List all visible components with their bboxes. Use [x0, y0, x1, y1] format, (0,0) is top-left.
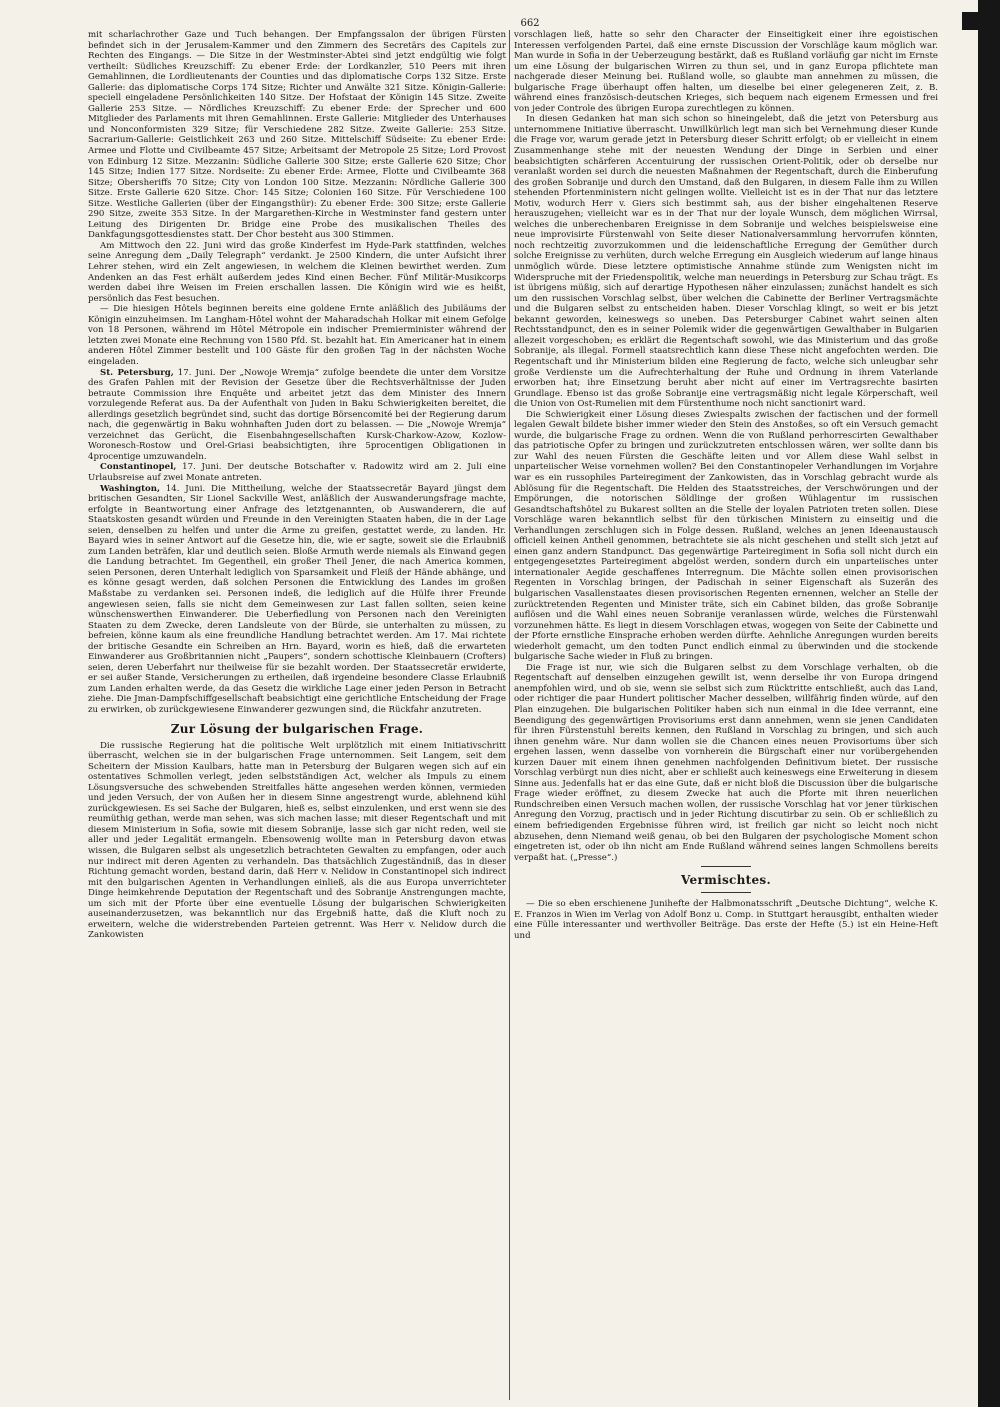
news-item-petersburg	[88, 368, 506, 463]
left-column	[88, 30, 506, 1400]
news-item-text: 17. Juni. Der deutsche Botschafter v. Radowitz wird am 2. Juli eine Urlaubsreise auf zwei Monate antreten.	[88, 462, 506, 483]
article-paragraph: — Die so eben erschienene Junihefte der Halbmonatsschrift „Deutsche Dichtung“, welche K. E. Franzos in Wien im Verlag von Adolf Bonz u. Comp. in Stuttgart herausgibt, enthalten wieder eine Fülle interessanter und werthvoller Beiträge. Das erste der Hefte (5.) ist ein Heine-Heft und	[514, 899, 938, 941]
scan-edge	[978, 0, 1000, 1407]
article-paragraph: Die Frage ist nur, wie sich die Bulgaren selbst zu dem Vorschlage verhalten, ob die Regentschaft auf denselben einzugehen gewillt ist, wenn derselbe ihr von Europa dringend anempfohlen wird, und ob sie, wenn sie selbst sich zum Rücktritte entschließt, auch das Land, oder richtiger die paar Hundert politischer Macher desselben, willfährig finden würde, auf den Plan einzugehen. Die bulgarischen Politiker haben sich nun einmal in die Idee verrannt, eine Beendigung des gegenwärtigen Provisoriums erst dann annehmen, wenn sie jenen Candidaten für ihren Fürstenstuhl bereits kennen, den Rußland in Vorschlag zu bringen, und sich auch ihnen genehm wäre. Nur dann wollen sie die Chancen eines neuen Provisoriums über sich ergehen lassen, wenn dasselbe von vornherein die Bürgschaft einer nur vorübergehenden kurzen Dauer mit einem ihnen genehmen nachfolgenden Definitivum bietet. Der russische Vorschlag verbürgt nun dies nicht, aber er schließt auch keineswegs eine Erweiterung in diesem Sinne aus. Jedenfalls hat er das eine Gute, daß er nicht bloß die Discussion über die bulgarische Frage wieder eröffnet, zu diesem Zwecke hat auch die Pforte mit ihren neuerlichen Rundschreiben einen Versuch machen wollen, der russische Vorschlag hat vor jener türkischen Anregung den Vorzug, practisch und in jeder Richtung discutirbar zu sein. Ob er schließlich zu einem befriedigenden Ergebnisse führen wird, ist freilich gar nicht so leicht noch nicht abzusehen, denn Niemand weiß genau, ob bei den Bulgaren der psychologische Moment schon eingetreten ist, oder ob ihn nicht am Ende Rußland während seines langen Schmollens bereits verpaßt hat. („Presse“.)	[514, 662, 938, 863]
article-paragraph: Die russische Regierung hat die politische Welt urplötzlich mit einem Initiativschritt überrascht, welchen sie in der bulgarischen Frage unternommen. Seit Langem, seit dem Scheitern der Mission Kaulbars, hatte man in Petersburg der Bulgaren wegen sich auf ein ostentatives Schmollen verlegt, jeden selbstständigen Act, welcher als Impuls zu einem Lösungsversuche des schwebenden Streitfalles hätte angesehen werden können, vermieden und jeden Versuch, der von Außen her in diesem Sinne angestrengt wurde, ablehnend kühl zurückgewiesen. Es sei Sache der Bulgaren, hieß es, selbst einzulenken, und erst wenn sie des reumüthig gethan, werde man sehen, was sich machen lasse; mit dieser Regentschaft und mit diesem Ministerium in Sofia, sowie mit diesem Sobranije, lasse sich gar nicht reden, weil sie aller und jeder Legalität ermangeln. Ebensowenig wollte man in Petersburg davon etwas wissen, die Bulgaren selbst als ungesetzlich betrachteten Gewalten zu empfangen, oder auch nur indirect mit deren Agenten zu verhandeln. Das thatsächlich Zugeständniß, das in dieser Richtung gemacht worden, bestand darin, daß Herr v. Nelidow in Constantinopel sich indirect mit den bulgarischen Agenten in Verhandlungen einließ, als die aus Europa unverrichteter Dinge heimkehrende Deputation der Regentschaft und des Sobranije Anstrengungen machte, um sich mit der Pforte über eine eventuelle Lösung der bulgarischen Schwierigkeiten auseinanderzusetzen, was bekanntlich nur das Ergebniß hatte, daß die Kluft noch zu erweitern, welche die widerstrebenden Parteien getrennt. Was Herr v. Nelidow durch die Zankowisten	[88, 740, 506, 941]
news-item-washington	[88, 484, 506, 716]
article-paragraph: Die Schwierigkeit einer Lösung dieses Zwiespalts zwischen der factischen und der formell legalen Gewalt bildete bisher immer wieder den Stein des Anstoßes, so oft ein Versuch gemacht wurde, die bulgarische Frage zu ordnen. Wenn die von Rußland perhorrescirten Gewalthaber das patriotische Opfer zu bringen und zurückzutreten entschlossen wären, wer sollte dann bis zur Wahl des neuen Fürsten die Geschäfte leiten und vor Allem diese Wahl selbst in unparteiischer Weise vornehmen wollen? Bei den Constantinopeler Verhandlungen im Vorjahre war es ein russophiles Parteiregiment der Zankowisten, das in Vorschlag gebracht wurde als Ablösung für die Regentschaft. Die Helden des Staatsstreiches, der Verschwörungen und der Empörungen, die notorischen Söldlinge der großen Wühlagentur im russischen Gesandtschaftshôtel zu Bukarest sollten an die Stelle der loyalen Patrioten treten sollen. Diese Vorschläge waren bekanntlich selbst für den türkischen Ministern zu einseitig und die Verhandlungen zerschlugen sich in Folge dessen. Rußland, welches an jenen Ideenaustausch officiell keinen Antheil genommen, betrachtete sie als nicht geschehen und stellt sich jetzt auf einen ganz andern Standpunct. Das gegenwärtige Parteiregiment in Sofia soll nicht durch ein entgegengesetztes Parteiregiment abgelöst werden, sondern durch ein unparteiisches unter internationaler Aegide geschaffenes Interregnum. Die Mächte sollen einen provisorischen Regenten in Vorschlag bringen, der Padischah in seiner Eigenschaft als Suzerän des bulgarischen Vasallenstaates diesen provisorischen Regenten ernennen, welcher an Stelle der zurücktretenden Regenten und Minister träte, sich ein Cabinet bilden, das große Sobranije auflösen und die Wahl eines neuen Sobranije veranlassen würde, welches die Fürstenwahl vorzunehmen hätte. Es liegt in diesem Vorschlagen etwas, wogegen von Seite der Cabinette und der Pforte ernstliche Einsprache erhoben werden dürfte. Aehnliche Anregungen wurden bereits wiederholt gemacht, um den todten Punct endlich einmal zu überwinden und die stockende bulgarische Sache wieder in Fluß zu bringen.	[514, 409, 938, 663]
article-paragraph: mit scharlachrother Gaze und Tuch behangen. Der Empfangssalon der übrigen Fürsten befindet sich in der Jerusalem-Kammer und den Zimmern des Secretärs des Capitels zur Rechten des Eingangs. — Die Sitze in der Westminster-Abtei sind jetzt endgültig wie folgt vertheilt: Südliches Kreuzschiff: Zu ebener Erde: der Lordkanzler, 510 Peers mit ihren Gemahlinnen, die Lordlieutenants der Counties und das diplomatische Corps 132 Sitze. Erste Gallerie: das diplomatische Corps 174 Sitze; Richter und Anwälte 321 Sitze. Königin-Gallerie: speciell eingeladene Persönlichkeiten 140 Sitze. Der Hofstaat der Königin 145 Sitze. Zweite Gallerie 253 Sitze. — Nördliches Kreuzschiff: Zu ebener Erde: der Sprecher und 600 Mitglieder des Parlaments mit ihren Gemahlinnen. Erste Gallerie: Mitglieder des Unterhauses und Nonconformisten 329 Sitze; für Verschiedene 282 Sitze. Zweite Gallerie: 253 Sitze. Sacrarium-Gallerie: Geistlichkeit 263 und 260 Sitze. Mittelschiff Südseite: Zu ebener Erde: Armee und Flotte und Civilbeamte 457 Sitze; Arbeitsamt der Metropole 25 Sitze; Lord Provost von Edinburg 12 Sitze. Mezzanin: Südliche Gallerie 300 Sitze; erste Gallerie 620 Sitze; Chor 145 Sitze; Indien 177 Sitze. Nordseite: Zu ebener Erde: Armee, Flotte und Civilbeamte 368 Sitze; Obersheriffs 70 Sitze; City von London 100 Sitze. Mezzanin: Nördliche Gallerie 300 Sitze. Erste Gallerie 620 Sitze. Chor: 145 Sitze; Colonien 160 Sitze. Für Verschiedene 100 Sitze. Westliche Gallerien (über der Eingangsthür): Zu ebener Erde: 300 Sitze; erste Gallerie 290 Sitze, zweite 353 Sitze. In der Margarethen-Kirche in Westminster fand gestern unter Leitung des Dirigenten Dr. Bridge eine Probe des musikalischen Theiles des Dankfagungsgottesdienstes statt. Der Chor besteht aus 300 Stimmen.	[88, 30, 506, 241]
dateline-place: Washington,	[100, 483, 161, 494]
right-column	[514, 30, 938, 1400]
news-item-text: 14. Juni. Die Mittheilung, welche der Staatssecretär Bayard jüngst dem britischen Gesandten, Sir Lionel Sackville West, anläßlich der Auswanderungsfrage machte, erfolgte in Beantwortung einer Anfrage des letztgenannten, ob Auswanderern, die auf Staatskosten gesandt würden und Freunde in den Vereinigten Staaten haben, die in der Lage seien, denselben zu helfen und unter die Arme zu greifen, gestattet werde, zu landen. Hr. Bayard wies in seiner Antwort auf die Gesetze hin, die, wie er sagte, soweit sie die Erlaubniß zum Landen beträfen, klar und deutlich seien. Bloße Armuth werde niemals als Einwand gegen die Landung betrachtet. Im Gegentheil, ein großer Theil Jener, die nach America kommen, seien Personen, deren Unterhalt lediglich von Sparsamkeit und Fleiß der Hände abhänge, und es könne gesagt werden, daß solchen Personen die Entwicklung des Landes im großen Maßstabe zu verdanken sei. Personen indeß, die lediglich auf die Hülfe ihrer Freunde angewiesen seien, falls sie nicht dem Gemeinwesen zur Last fallen sollten, seien keine wünschenswerthen Einwanderer. Die Ueberfiedlung von Personen nach den Vereinigten Staaten zu dem Zwecke, deren Landsleute von der Bürde, sie unterhalten zu müssen, zu befreien, könne kaum als eine freundliche Handlung betrachtet werden. Am 17. Mai richtete der britische Gesandte ein Schreiben an Hrn. Bayard, worin es hieß, daß die erwarteten Einwanderer aus Großbritannien nicht „Paupers“, sondern schottische Kleinbauern (Crofters) seien, deren Ueberfahrt nur theilweise für sie bezahlt worden. Der Staatssecretär erwiderte, er sei außer Stande, Versicherungen zu ertheilen, daß irgendeine besondere Classe Erlaubniß zum Landen erhalten werde, da das Gesetz die wirkliche Lage einer jeden Person in Betracht ziehe. Die Jman-Dampfschiffgesellschaft beabsichtigt eine gerichtliche Entscheidung der Frage zu erwirken, ob zurückgewiesene Einwanderer gezwungen sind, die Rückfahr anzutreten.	[88, 483, 506, 715]
article-paragraph: vorschlagen ließ, hatte so sehr den Character der Einseitigkeit einer ihre egoistischen Interessen verfolgenden Partei, daß eine ernste Discussion der Vorschläge kaum möglich war. Man wurde in Sofia in der Ueberzeugung bestärkt, daß es Rußland vorläufig gar nicht im Ernste um eine Lösung der bulgarischen Wirren zu thun sei, und in ganz Europa pflichtete man nachgerade dieser Meinung bei. Rußland wolle, so glaubte man annehmen zu müssen, die bulgarische Frage überhaupt offen halten, um dieselbe bei einer gelegeneren Zeit, z. B. während eines französisch-deutschen Krieges, sich bequem nach eigenem Ermessen und frei von jeder Controle des übrigen Europa zurechtlegen zu können.	[514, 30, 938, 114]
article-paragraph: In diesen Gedanken hat man sich schon so hineingelebt, daß die jetzt von Petersburg aus unternommene Initiative überrascht. Unwillkürlich legt man sich bei Vernehmung dieser Kunde die Frage vor, warum gerade jetzt in Petersburg dieser Schritt erfolgt; ob er vielleicht in einem Zusammenhange stehe mit der neuesten Wendung der Dinge in Serbien und einer beabsichtigten schärferen Accentuirung der russischen Orient-Politik, oder ob derselbe nur veranlaßt worden sei durch die neuesten Maßnahmen der Regentschaft, durch die Einberufung des großen Sobranije und durch den Umstand, daß den Bulgaren, in diesem Falle ihm zu Willen stehenden Pfortenministern nicht gelingen wollte. Vielleicht ist es in der That nur das letztere Motiv, wodurch Herr v. Giers sich bestimmt sah, aus der bisher eingehaltenen Reserve herauszugehen; vielleicht war es in der That nur der loyale Wunsch, dem möglichen Wirrsal, welches die unberechenbaren Ereignisse in dem Sobranije und welches beispielsweise eine neue improvisirte Fürstenwahl von Seite dieser Nationalversammlung hervorrufen könnten, noch rechtzeitig zuvorzukommen und die leidenschaftliche Erregung der Gemüther durch solche Ereignisse zu verhüten, durch welche Erregung ein Ausgleich wiederum auf lange hinaus unmöglich würde. Diese letztere optimistische Annahme stünde zum Wenigsten nicht im Widerspruche mit der Friedenspolitik, welche man neuerdings in Petersburg zur Schau trägt. Es ist übrigens müßig, sich auf derartige Hypothesen näher einzulassen; zunächst handelt es sich um den russischen Vorschlag selbst, über welchen die Cabinette der Berliner Vertragsmächte und die Bulgaren selbst zu entscheiden haben. Dieser Vorschlag klingt, so weit er bis jetzt bekannt geworden, keineswegs so uneben. Das Petersburger Cabinet wahrt seinen alten Rechtsstandpunct, den es in seiner Polemik wider die gegenwärtigen Gewalthaber in Bulgarien allezeit vorgeschoben; es erklärt die Regentschaft sowohl, wie das Ministerium und das große Sobranije, als illegal. Formell staatsrechtlich kann diese These nicht angefochten werden. Die Regentschaft und ihr Ministerium bilden eine Regierung de facto, welche sich unleugbar sehr große Verdienste um die Aufrechterhaltung der Ruhe und Ordnung in ihrem Vaterlande erworben hat; ihre Einsetzung beruht aber nicht auf einer im Vertragsrechte basirten Grundlage. Ebenso ist das große Sobranije eine vertragsmäßig nicht legale Körperschaft, weil die Union von Ost-Rumelien mit dem Fürstenthume noch nicht sanctionirt ward.	[514, 114, 938, 410]
dateline-place: St. Petersburg,	[100, 367, 174, 378]
scan-edge-tab	[962, 12, 1000, 30]
article-headline: Zur Lösung der bulgarischen Frage.	[170, 721, 424, 736]
article-paragraph: Am Mittwoch den 22. Juni wird das große Kinderfest im Hyde-Park stattfinden, welches seine Anregung dem „Daily Telegraph“ verdankt. Je 2500 Kindern, die unter Aufsicht ihrer Lehrer stehen, wird ein Zelt angewiesen, in welchem die Kleinen bewirthet werden. Zum Andenken an das Fest erhält außerdem jedes Kind einen Becher. Fünf Militär-Musikcorps werden dabei ihre Weisen im Freien erschallen lassen. Die Königin wird wie es heißt, persönlich das Fest besuchen.	[88, 240, 506, 304]
news-item-constantinopel	[88, 462, 506, 483]
news-item-text: 17. Juni. Der „Nowoje Wremja“ zufolge beendete die unter dem Vorsitze des Grafen Pahlen mit der Revision der Gesetze über die Rechtsverhältnisse der Juden betraute Commission ihre Enquête und arbeitet jetzt das dem Minister des Innern vorzulegende Referat aus. Da der Aufenthalt von Juden in Baku Schwierigkeiten bereitet, die allerdings gesetzlich begründet sind, sucht das dortige Börsencomité bei der Regierung darum nach, die gegenwärtig in Baku wohnhaften Juden dort zu belassen. — Die „Nowoje Wremja“ verzeichnet das Gerücht, die Eisenbahngesellschaften Kursk-Charkow-Azow, Kozlow-Woronesch-Rostow und Orel-Griasi beabsichtigten, ihre 5procentigen Obligationen in 4procentige umzuwandeln.	[88, 367, 506, 462]
article-paragraph: — Die hiesigen Hôtels beginnen bereits eine goldene Ernte anläßlich des Jubiläums der Königin einzuheimsen. Im Langham-Hôtel wohnt der Maharadschah Holkar mit einem Gefolge von 18 Personen, während im Hôtel Métropole ein indischer Premierminister während der letzten zwei Monate eine Rechnung von 1580 Pfd. St. bezahlt hat. Ein Americaner hat in einem anderen Hôtel Zimmer bestellt und 100 Gäste für den großen Tag in der nächsten Woche eingeladen.	[88, 304, 506, 367]
column-divider	[509, 30, 510, 1400]
page-number: 662	[520, 18, 540, 29]
section-rule	[701, 866, 751, 867]
section-headline: Vermischtes.	[681, 873, 771, 888]
dateline-place: Constantinopel,	[100, 462, 177, 473]
section-rule	[701, 892, 751, 893]
